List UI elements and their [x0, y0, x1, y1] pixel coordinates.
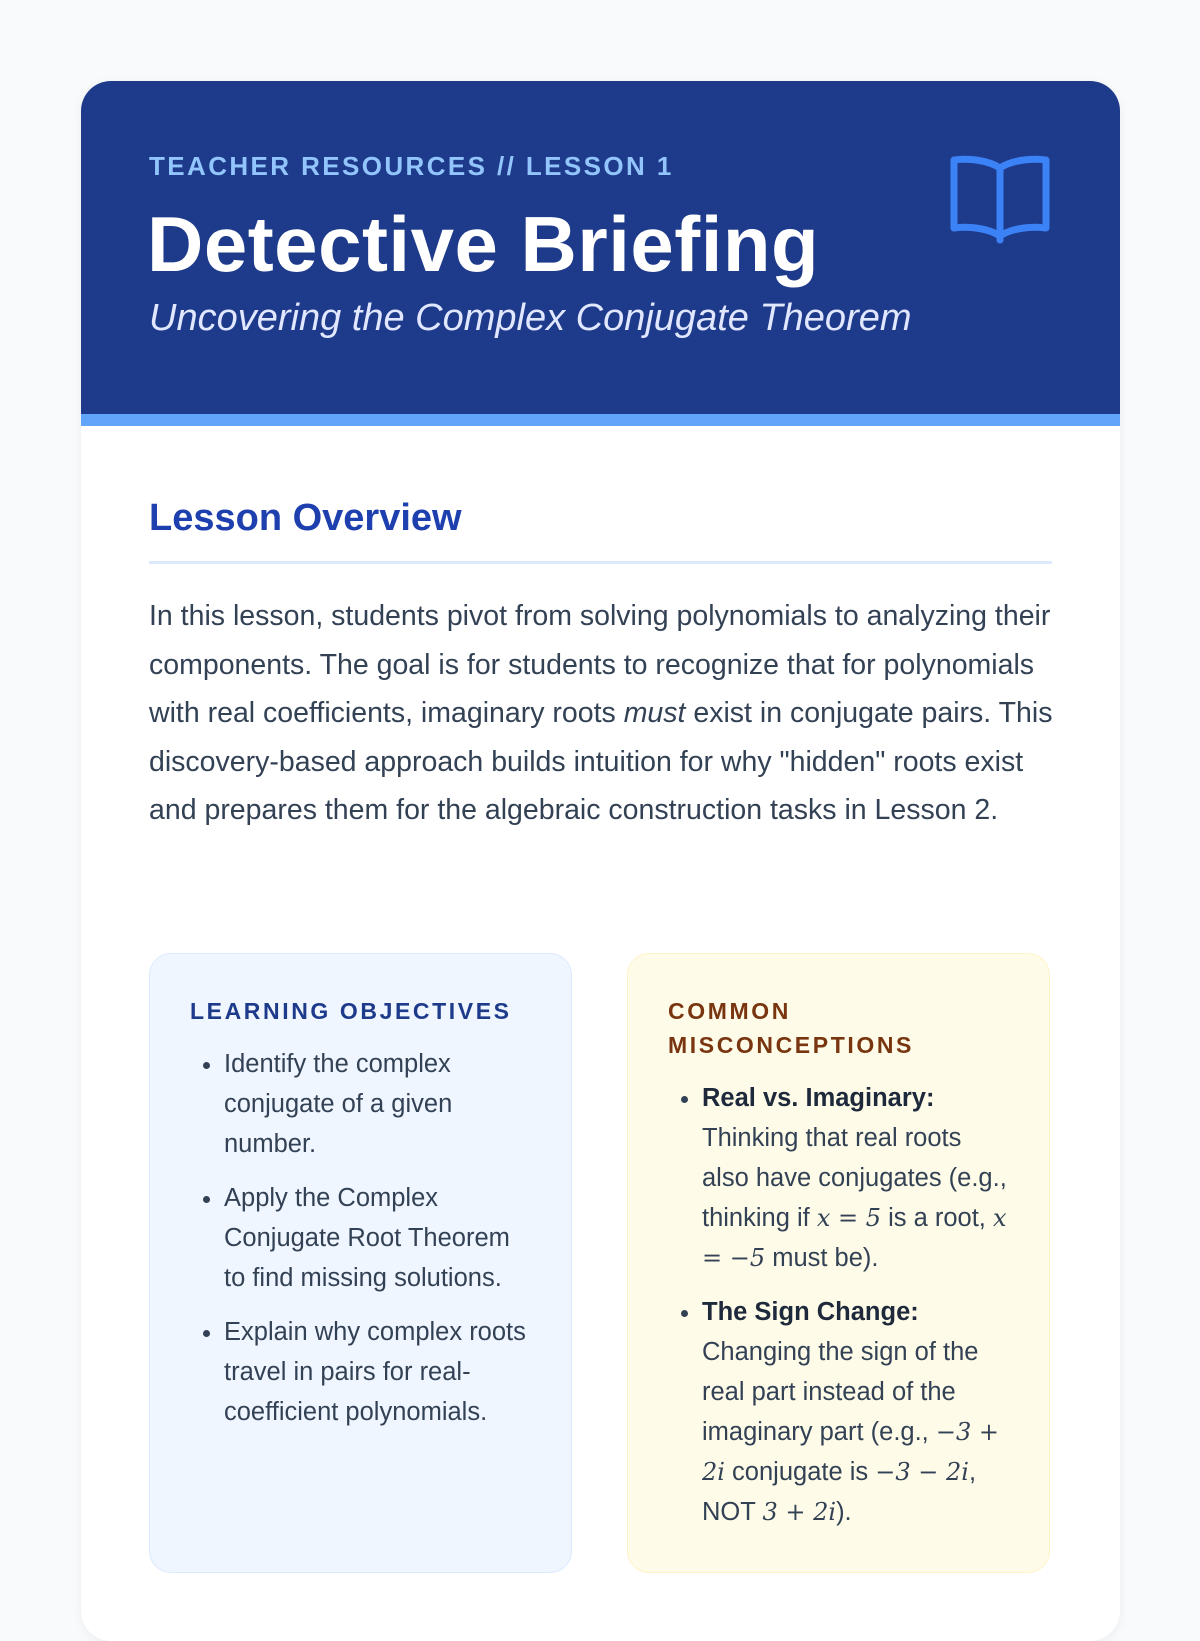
misconception-text: Thinking that real roots also have conjugates (e.g., thinking if — [702, 1124, 1007, 1232]
misconception-text: conjugate is — [732, 1458, 869, 1486]
list-item — [702, 1078, 1012, 1278]
page-title: Detective Briefing — [147, 200, 820, 288]
list-item: • Apply the Complex Conjugate Root Theorem to find missing solutions. — [224, 1178, 534, 1298]
list-item — [702, 1292, 1012, 1532]
overview-text-start: In this lesson, students pivot from solving polynomials to analyzing their components. The goal is for students to recognize that for polynomials with real coefficients, imaginary roots — [149, 600, 1051, 729]
misconceptions-title: COMMON MISCONCEPTIONS — [668, 998, 914, 1058]
math-expression: 3 + 2i — [762, 1498, 837, 1526]
list-item: • Explain why complex roots travel in pairs for real-coefficient polynomials. — [224, 1312, 534, 1432]
misconception-text: ). — [836, 1498, 852, 1526]
math-expression: x = 5 — [816, 1204, 881, 1232]
misconception-text: , NOT — [702, 1458, 977, 1526]
objectives-list — [190, 1044, 534, 1446]
briefing-card — [81, 81, 1120, 1641]
learning-objectives-box — [149, 953, 572, 1573]
header-banner — [81, 81, 1120, 414]
misconceptions-box — [627, 953, 1050, 1573]
misconception-text: must be). — [772, 1244, 879, 1272]
header-accent-stripe — [81, 414, 1120, 426]
misconception-text: is a root, — [888, 1204, 986, 1232]
misconception-label: The Sign Change: — [702, 1298, 919, 1326]
book-icon — [950, 154, 1050, 246]
overview-text-end: exist in conjugate pairs. This discovery-based approach builds intuition for why "hidden" roots exist and prepares them for the algebraic construction tasks in Lesson 2. — [149, 697, 1053, 826]
objectives-title: LEARNING OBJECTIVES — [190, 998, 512, 1024]
page-subtitle: Uncovering the Complex Conjugate Theorem — [149, 297, 912, 339]
math-expression: x = −5 — [702, 1204, 1007, 1272]
overview-heading: Lesson Overview — [149, 497, 462, 539]
math-expression: −3 + 2i — [702, 1418, 999, 1486]
section-divider — [149, 561, 1052, 564]
list-item: • Identify the complex conjugate of a given number. — [224, 1044, 534, 1164]
math-expression: −3 − 2i — [875, 1458, 969, 1486]
overview-emphasis: must — [623, 697, 686, 729]
misconception-text: Changing the sign of the real part instead of the imaginary part (e.g., — [702, 1338, 979, 1446]
breadcrumb: TEACHER RESOURCES // LESSON 1 — [149, 151, 674, 181]
misconception-label: Real vs. Imaginary: — [702, 1084, 935, 1112]
misconceptions-list — [668, 1078, 1012, 1546]
overview-paragraph — [149, 592, 1054, 835]
